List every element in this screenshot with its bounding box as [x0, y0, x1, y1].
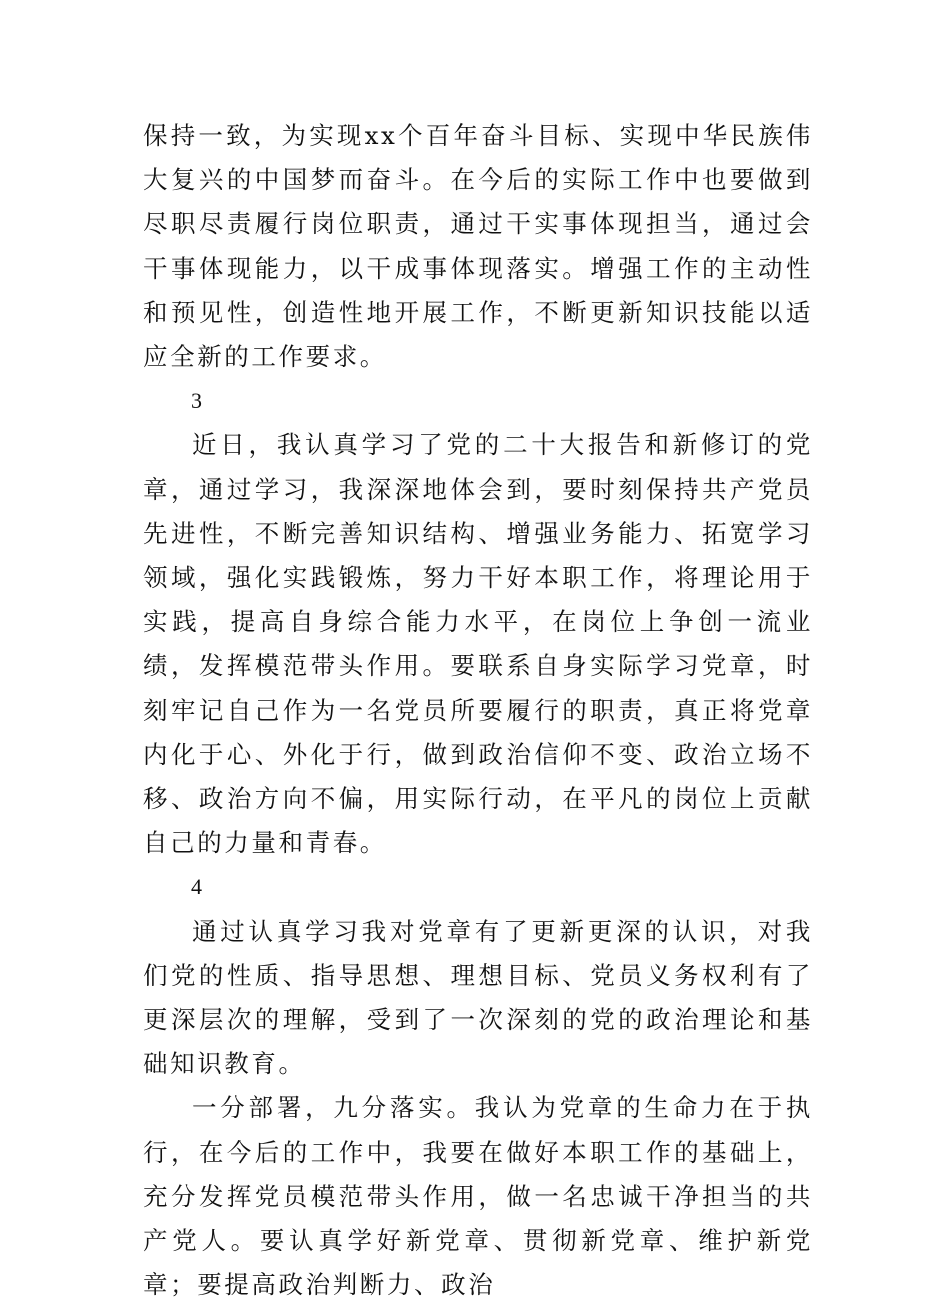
document-body [143, 114, 813, 1307]
paragraph-continued: 保持一致，为实现xx个百年奋斗目标、实现中华民族伟大复兴的中国梦而奋斗。在今后的实际工作中也要做到尽职尽责履行岗位职责，通过干实事体现担当，通过会干事体现能力，以干成事体现落实。增强工作的主动性和预见性，创造性地开展工作，不断更新知识技能以适应全新的工作要求。 [143, 121, 813, 372]
paragraph-section-4-second: 一分部署，九分落实。我认为党章的生命力在于执行，在今后的工作中，我要在做好本职工作的基础上，充分发挥党员模范带头作用，做一名忠诚干净担当的共产党人。要认真学好新党章、贯彻新党章、维护新党章；要提高政治判断力、政治 [143, 1093, 813, 1300]
section-number-4: 4 [191, 874, 202, 900]
section-number-3: 3 [191, 388, 202, 414]
paragraph-section-4-first: 通过认真学习我对党章有了更新更深的认识，对我们党的性质、指导思想、理想目标、党员义务权利有了更深层次的理解，受到了一次深刻的党的政治理论和基础知识教育。 [143, 916, 813, 1079]
paragraph-section-3: 近日，我认真学习了党的二十大报告和新修订的党章，通过学习，我深深地体会到，要时刻保持共产党员先进性，不断完善知识结构、增强业务能力、拓宽学习领域，强化实践锻炼，努力干好本职工作，将理论用于实践，提高自身综合能力水平，在岗位上争创一流业绩，发挥模范带头作用。要联系自身实际学习党章，时刻牢记自己作为一名党员所要履行的职责，真正将党章内化于心、外化于行，做到政治信仰不变、政治立场不移、政治方向不偏，用实际行动，在平凡的岗位上贡献自己的力量和青春。 [143, 430, 813, 858]
